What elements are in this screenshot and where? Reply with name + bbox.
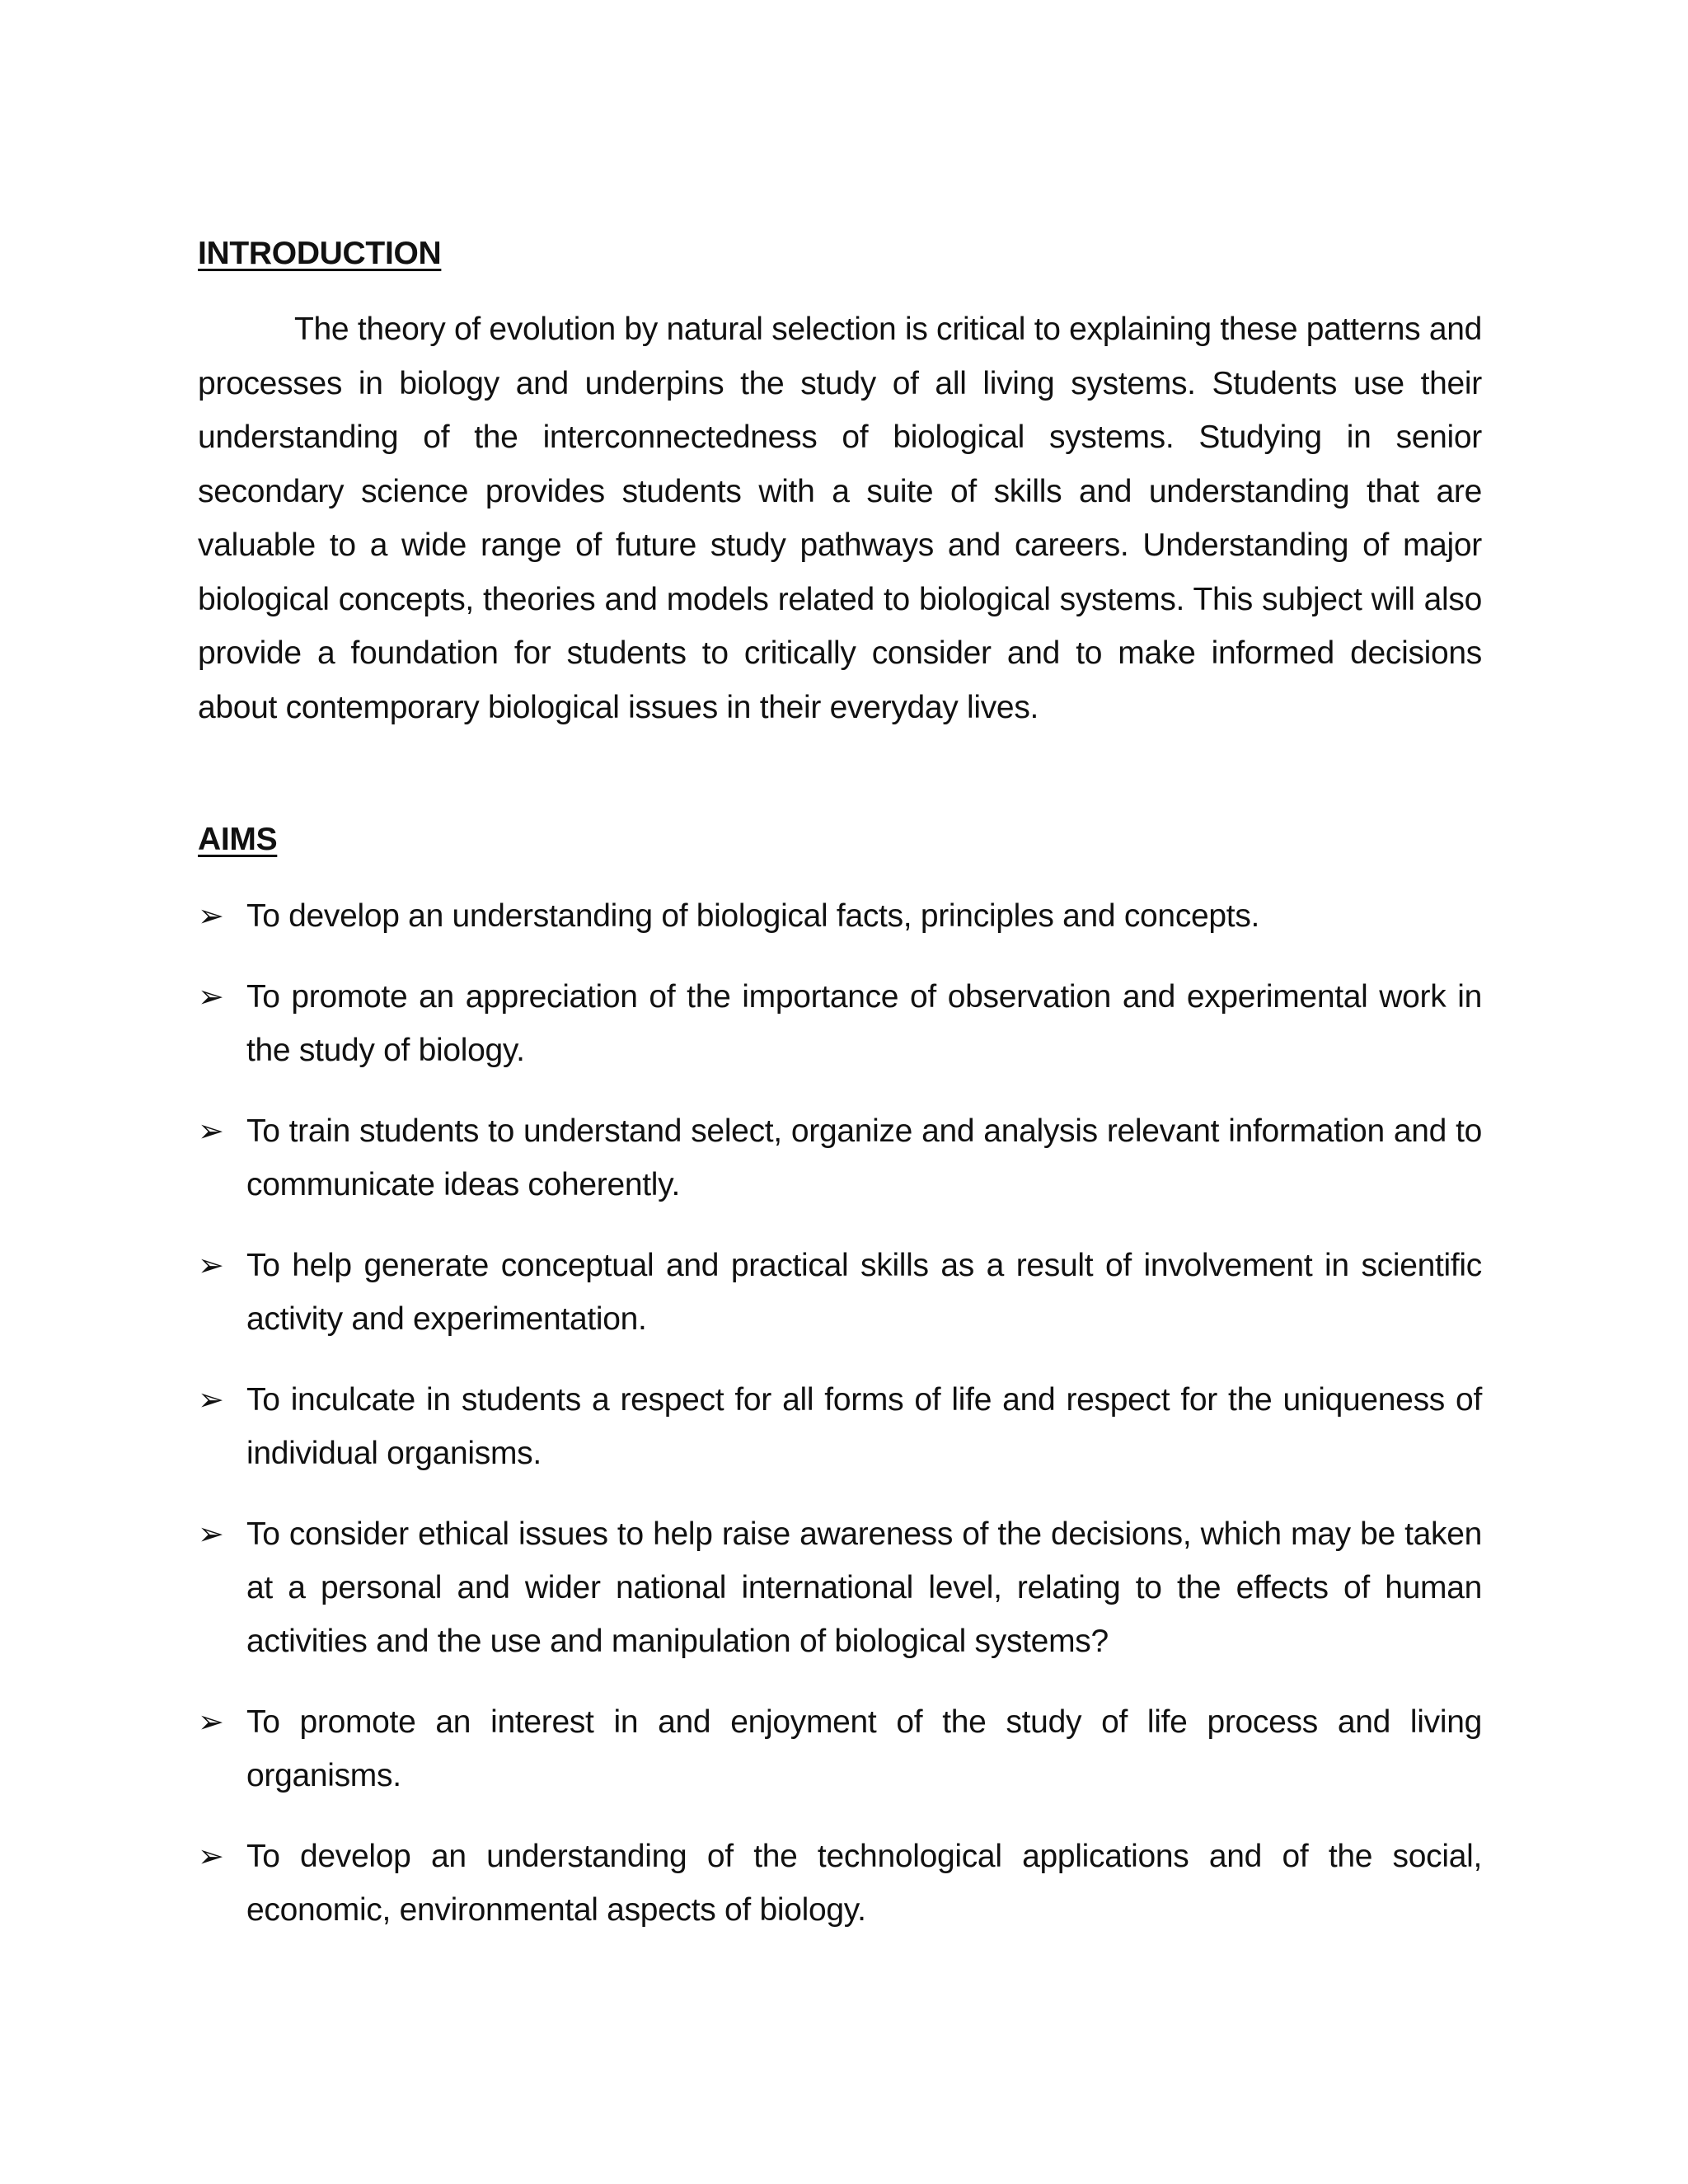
- aims-list: [198, 889, 1482, 1937]
- arrowhead-bullet-icon: ➢: [198, 1113, 224, 1149]
- introduction-heading: INTRODUCTION: [198, 236, 442, 271]
- aim-item: [198, 1104, 1482, 1212]
- aim-text: To inculcate in students a respect for all forms of life and respect for the uniqueness of individual organisms.: [246, 1382, 1482, 1471]
- aim-text: To help generate conceptual and practical skills as a result of involvement in scientific activity and experimentation.: [246, 1248, 1482, 1337]
- arrowhead-bullet-icon: ➢: [198, 1516, 224, 1552]
- aim-text: To consider ethical issues to help raise awareness of the decisions, which may be taken at a personal and wider national international level, relating to the effects of human activities and the use and manipulation of biological systems?: [246, 1516, 1482, 1659]
- aim-item: [198, 970, 1482, 1077]
- aim-item: [198, 1373, 1482, 1480]
- aim-text: To develop an understanding of biological facts, principles and concepts.: [246, 898, 1260, 934]
- aim-item: [198, 1507, 1482, 1668]
- arrowhead-bullet-icon: ➢: [198, 1381, 224, 1418]
- aim-text: To train students to understand select, organize and analysis relevant information and to communicate ideas coherently.: [246, 1113, 1482, 1202]
- aims-heading: AIMS: [198, 822, 278, 857]
- aim-item: [198, 1239, 1482, 1346]
- introduction-paragraph: The theory of evolution by natural selection is critical to explaining these patterns and processes in biology and underpins the study of all living systems. Students use their understanding of the interconnectedness of biological systems. Studying in senior secondary science provides students with a suite of skills and understanding that are valuable to a wide range of future study pathways and careers. Understanding of major biological concepts, theories and models related to biological systems. This subject will also provide a foundation for students to critically consider and to make informed decisions about contemporary biological issues in their everyday lives.: [198, 312, 1482, 725]
- document-page: [198, 232, 1482, 1964]
- aim-text: To promote an appreciation of the importance of observation and experimental work in the study of biology.: [246, 979, 1482, 1068]
- arrowhead-bullet-icon: ➢: [198, 978, 224, 1015]
- aim-item: [198, 1695, 1482, 1802]
- arrowhead-bullet-icon: ➢: [198, 1247, 224, 1283]
- arrowhead-bullet-icon: ➢: [198, 1704, 224, 1740]
- arrowhead-bullet-icon: ➢: [198, 1838, 224, 1874]
- aim-text: To develop an understanding of the technological applications and of the social, economic, environmental aspects of biology.: [246, 1839, 1482, 1928]
- aim-item: [198, 1830, 1482, 1937]
- aim-text: To promote an interest in and enjoyment of the study of life process and living organisms.: [246, 1704, 1482, 1793]
- aim-item: [198, 889, 1482, 943]
- arrowhead-bullet-icon: ➢: [198, 898, 224, 934]
